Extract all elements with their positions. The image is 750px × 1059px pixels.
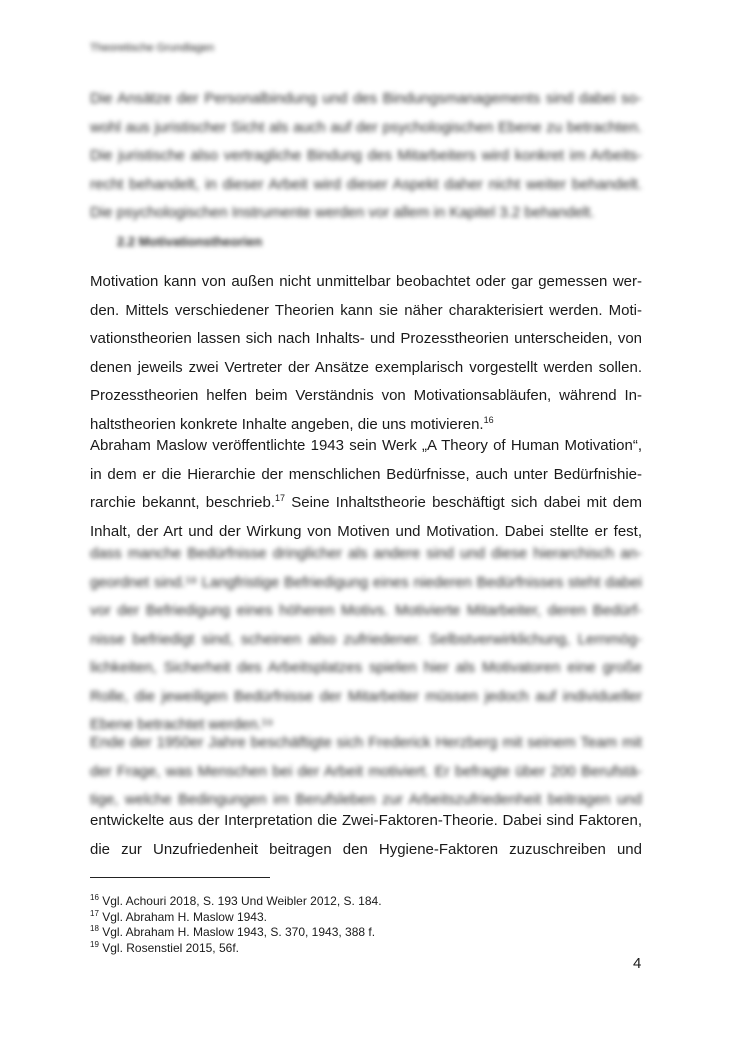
paragraph-herzberg [90,729,642,815]
text-line: Inhalt, der Art und der Wirkung von Motiven und Motivation. Dabei stellte er fest, [90,522,642,540]
text-line: entwickelte aus der Interpretation die Zwei-Faktoren-Theorie. Dabei sind Faktoren, [90,812,642,829]
footnote-number: 16 [90,893,99,902]
footnote [90,925,382,941]
text-fragment: Seine Inhaltstheorie beschäftigt sich dabei mit dem [285,494,642,511]
footnote-number: 18 [90,924,99,933]
text-line: geordnet sind.¹⁸ Langfristige Befriedigung eines niederen Bedürfnisses steht dabei [90,573,642,591]
footnote-number: 19 [90,939,99,949]
page-number: 4 [633,955,642,972]
text-line: Abraham Maslow veröffentlichte 1943 sein Werk „A Theory of Human Motivation“, [90,437,642,454]
footnote-reference: 16 [483,414,494,425]
text-line: Rolle, die jeweiligen Bedürfnisse der Mitarbeiter müssen jedoch auf individueller [90,687,642,705]
text-line: tige, welche Bedingungen im Berufsleben zur Arbeitszufriedenheit beitragen und [90,791,642,808]
text-line: nisse befriedigt sind, scheinen also zufriedener. Selbstverwirklichung, Lernmög- [90,630,642,648]
footnote [90,910,382,926]
text-line: der Frage, was Menschen bei der Arbeit motiviert. Er befragte über 200 Berufstä- [90,762,642,780]
text-line: Die psychologischen Instrumente werden vor allem in Kapitel 3.2 behandelt. [90,204,595,221]
text-line: denen jeweils zwei Vertreter der Ansätze exemplarisch vorgestellt werden sollen. [90,358,642,376]
footnote-text: Vgl. Abraham H. Maslow 1943. [98,909,267,924]
text-line: Motivation kann von außen nicht unmittelbar beobachtet oder gar gemessen wer- [90,273,642,290]
text-line: vationstheorien lassen sich nach Inhalts- und Prozesstheorien unterscheiden, von [90,330,642,347]
intro-paragraph [90,85,642,228]
running-header: Theoretische Grundlagen [90,42,215,54]
footnote-divider [90,877,270,878]
text-line: in dem er die Hierarchie der menschlichen Bedürfnisse, auch unter Bedürfnishie- [90,465,642,483]
paragraph-herzberg-continued [90,807,642,864]
text-line: dass manche Bedürfnisse dringlicher als andere sind und diese hierarchisch an- [90,545,642,562]
footnote-text: Vgl. Rosenstiel 2015, 56f. [98,940,239,955]
text-line: wohl aus juristischer Sicht als auch auf der psychologischen Ebene zu betrachten. [90,118,642,136]
footnote-text: Vgl. Achouri 2018, S. 193 Und Weibler 2012, S. 184. [98,894,382,908]
text-line: Ende der 1950er Jahre beschäftigte sich Frederick Herzberg mit seinem Team mit [90,734,642,751]
text-fragment: haltstheorien konkrete Inhalte angeben, die uns motivieren. [90,415,484,433]
text-line [90,489,642,518]
footnote [90,894,382,910]
text-line: die zur Unzufriedenheit beitragen den Hygiene-Faktoren zuzuschreiben und [90,840,642,858]
text-line: recht behandelt, in dieser Arbeit wird dieser Aspekt daher nicht weiter behandelt. [90,175,642,193]
paragraph-motivation [90,268,642,439]
text-line: vor der Befriedigung eines höheren Motivs. Motivierte Mitarbeiter, deren Bedürf- [90,602,642,619]
footnote-reference: 17 [275,493,286,503]
text-line: Die Ansätze der Personalbindung und des Bindungsmanagements sind dabei so- [90,90,642,107]
paragraph-maslow-continued [90,540,642,740]
footnotes [90,894,382,956]
section-heading: 2.2 Motivationstheorien [117,234,263,249]
footnote [90,941,382,957]
text-line: den. Mittels verschiedener Theorien kann sie näher charakterisiert werden. Moti- [90,301,642,319]
text-fragment: rarchie bekannt, beschrieb. [90,494,276,511]
text-line: Prozesstheorien helfen beim Verständnis von Motivationsabläufen, während In- [90,387,642,404]
footnote-text: Vgl. Abraham H. Maslow 1943, S. 370, 1943, 388 f. [98,925,376,939]
footnote-number: 17 [90,908,99,918]
text-line: Ebene betrachtet werden.¹⁹ [90,716,274,733]
text-line: Die juristische also vertragliche Bindung des Mitarbeiters wird konkret im Arbeits- [90,147,642,164]
paragraph-maslow [90,432,642,546]
text-line: lichkeiten, Sicherheit des Arbeitsplatzes spielen hier als Motivatoren eine große [90,659,642,676]
